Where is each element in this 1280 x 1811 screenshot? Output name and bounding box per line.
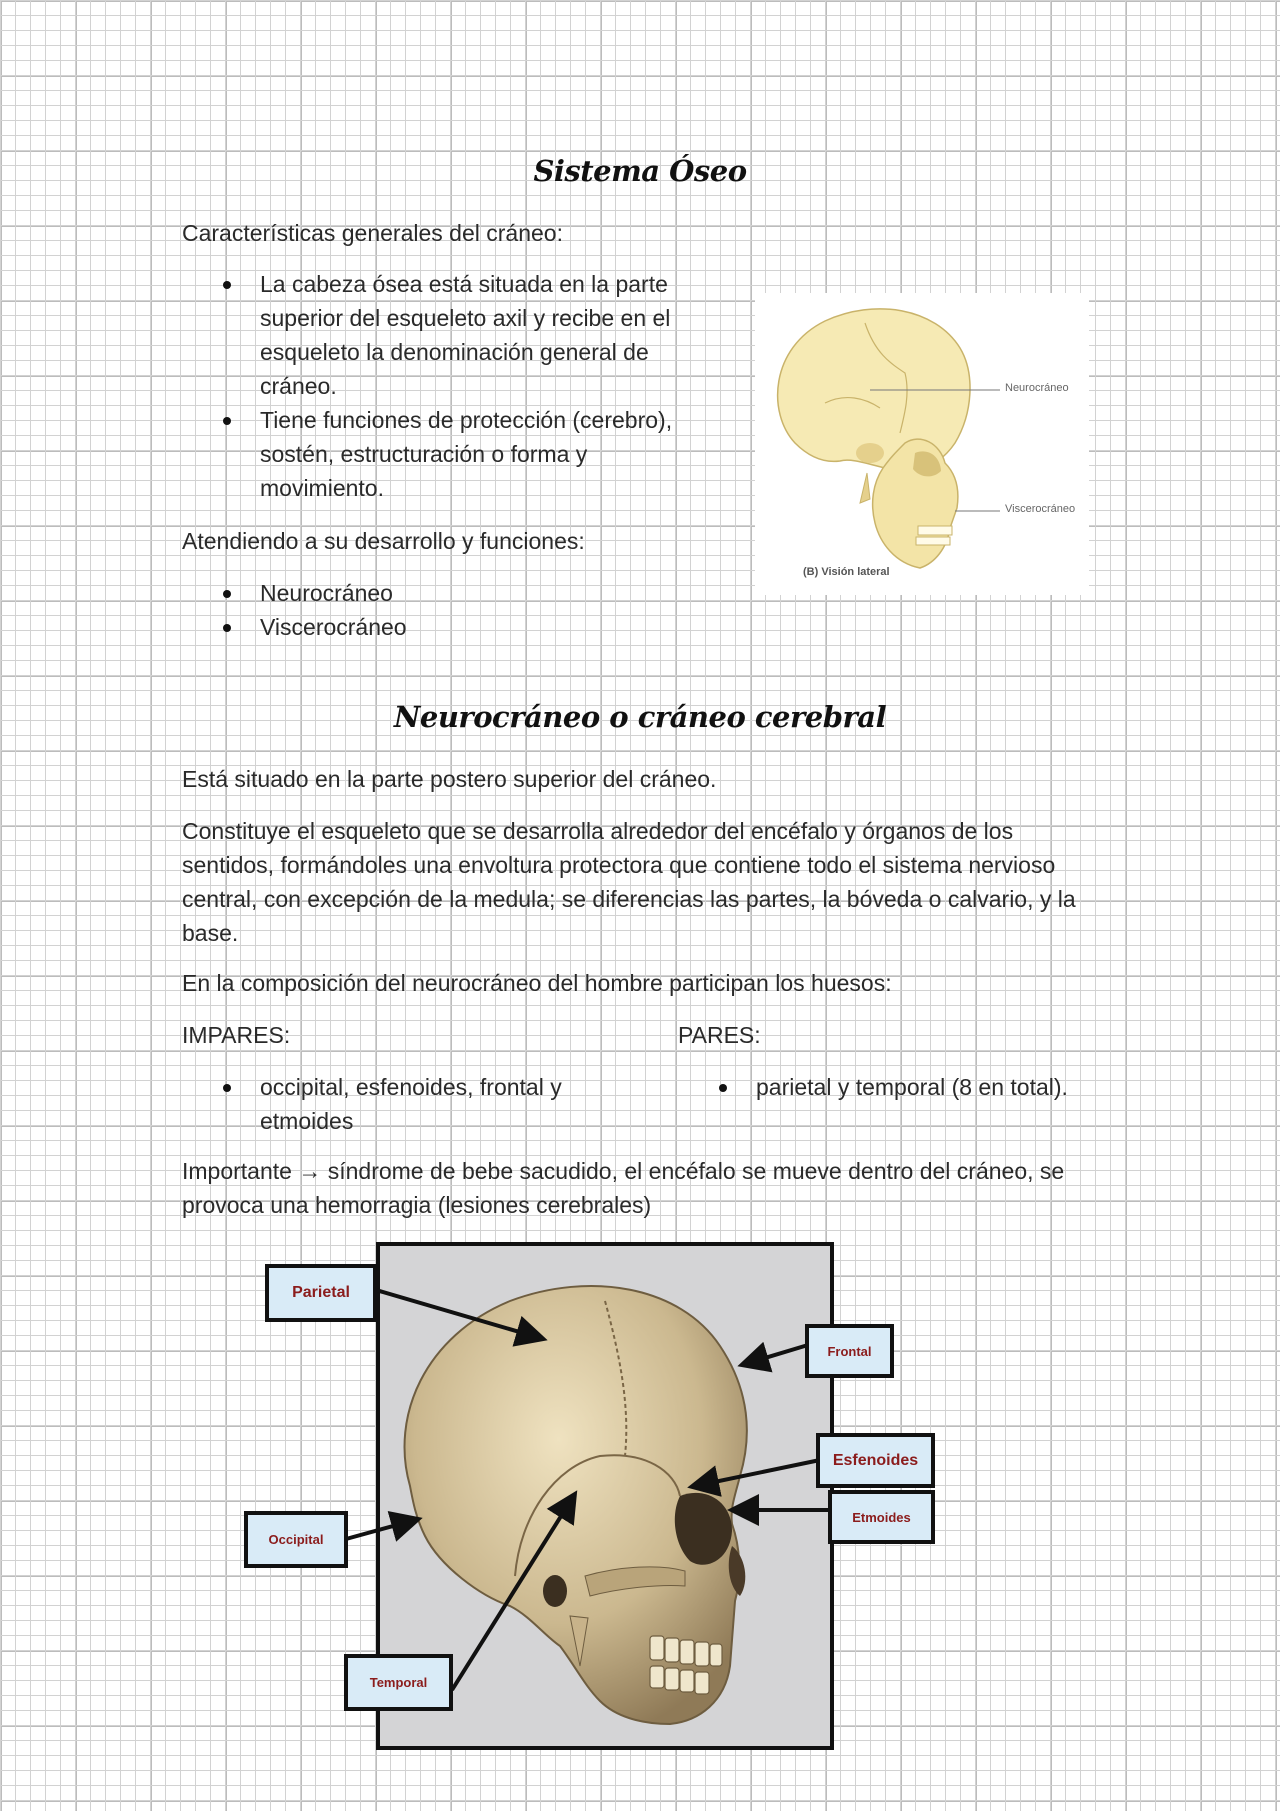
list-item-text: occipital, esfenoides, frontal y etmoides: [260, 1074, 562, 1134]
list-item-text: Tiene funciones de protección (cerebro), sostén, estructuración o forma y movimiento.: [260, 407, 673, 501]
label-etmoides: Etmoides: [828, 1490, 935, 1544]
label-viscerocraneo: Viscerocráneo: [1005, 503, 1076, 515]
intro-text: Características generales del cráneo:: [182, 220, 563, 246]
label-frontal: Frontal: [805, 1324, 894, 1378]
list-item-text: Viscerocráneo: [260, 614, 407, 640]
paragraph: En la composición del neurocráneo del hombre participan los huesos:: [182, 970, 892, 996]
figure-caption: (B) Visión lateral: [803, 566, 890, 578]
list-item-text: Neurocráneo: [260, 580, 393, 606]
list-item-text: La cabeza ósea está situada en la parte superior del esqueleto axil y recibe en el esqueleto la denominación general de cráneo.: [260, 271, 671, 399]
paragraph: Está situado en la parte postero superior del cráneo.: [182, 766, 717, 792]
important-note: Importante → síndrome de bebe sacudido, el encéfalo se mueve dentro del cráneo, se provoca una hemorragia (lesiones cerebrales): [182, 1158, 1065, 1218]
list-item-text: parietal y temporal (8 en total).: [756, 1074, 1068, 1100]
label-occipital: Occipital: [244, 1511, 348, 1568]
section-title: Neurocráneo o cráneo cerebral: [393, 700, 887, 734]
label-parietal: Parietal: [265, 1264, 377, 1322]
paragraph: Constituye el esqueleto que se desarrolla alrededor del encéfalo y órganos de los sentidos, formándoles una envoltura protectora que contiene todo el sistema nervioso central, con excepción de la medula; se diferencias las partes, la bóveda o calvario, y la base.: [182, 818, 1076, 946]
impares-label: IMPARES:: [182, 1022, 291, 1048]
pares-label: PARES:: [678, 1022, 761, 1048]
label-temporal: Temporal: [344, 1654, 453, 1711]
development-intro: Atendiendo a su desarrollo y funciones:: [182, 528, 585, 554]
page-title: Sistema Óseo: [533, 154, 747, 188]
label-esfenoides: Esfenoides: [816, 1433, 935, 1488]
label-neurocraneo: Neurocráneo: [1005, 382, 1069, 394]
